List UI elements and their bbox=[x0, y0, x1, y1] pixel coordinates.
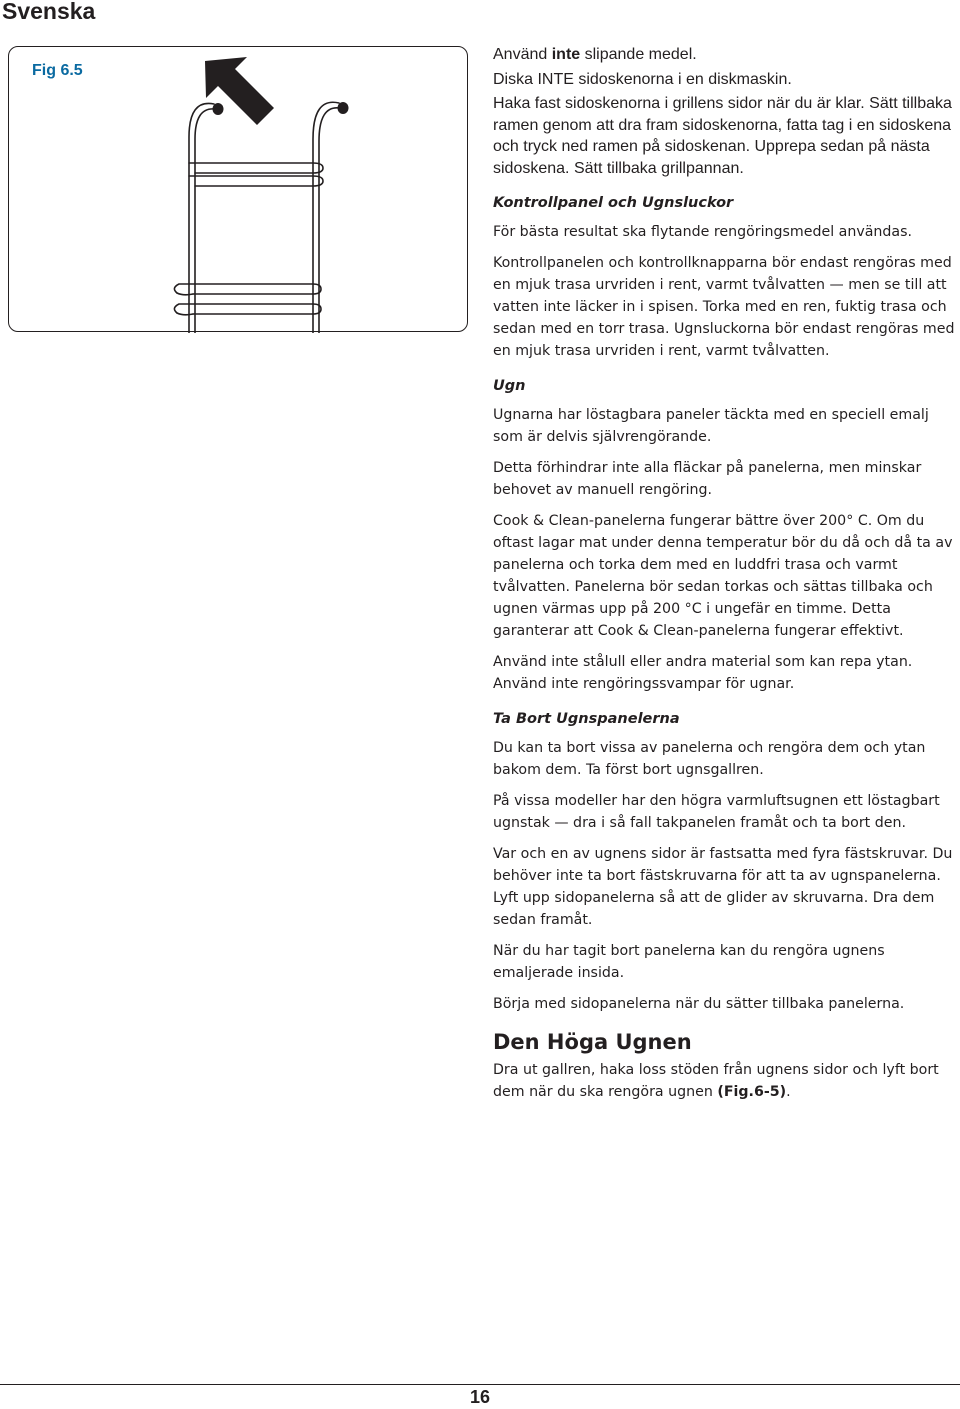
paragraph-enamel-panels: Ugnarna har löstagbara paneler täckta med en speciell emalj som är delvis självrengörande. bbox=[493, 407, 929, 445]
paragraph-high-oven: Dra ut gallren, haka loss stöden från ugnens sidor och lyft bort dem när du ska rengöra ugnen (Fig.6-5). bbox=[493, 1062, 939, 1100]
heading-control-panel: Kontrollpanel och Ugnsluckor bbox=[493, 195, 734, 211]
paragraph-enamel-inside: När du har tagit bort panelerna kan du rengöra ugnens emaljerade insida. bbox=[493, 943, 885, 981]
heading-high-oven: Den Höga Ugnen bbox=[493, 1030, 692, 1054]
language-heading: Svenska bbox=[2, 0, 96, 24]
heading-remove-panels: Ta Bort Ugnspanelerna bbox=[493, 711, 680, 727]
paragraph-control-panel-cleaning: Kontrollpanelen och kontrollknapparna bör endast rengöras med en mjuk trasa urvriden i rent, varmt tvålvatten — men se till att vatten inte läcker in i spisen. Torka med en ren, fuktig trasa och sedan med en torr trasa. Ugnsluckorna bör endast rengöras med en mjuk trasa urvriden i rent, varmt tvålvatten. bbox=[493, 255, 955, 359]
paragraph-stains: Detta förhindrar inte alla fläckar på panelerna, men minskar behovet av manuell rengöring. bbox=[493, 460, 922, 498]
paragraph-no-steel-wool: Använd inte stålull eller andra material som kan repa ytan. Använd inte rengöringssvampar för ugnar. bbox=[493, 654, 913, 692]
page-number: 16 bbox=[469, 1387, 491, 1407]
paragraph-cook-clean: Cook & Clean-panelerna fungerar bättre över 200° C. Om du oftast lagar mat under denna temperatur bör du då och då ta av panelerna och torka dem med en luddfri trasa och varmt tvålvatten. Panelerna bör sedan torkas och sättas tillbaka och ugnen värmas upp på 200 °C i ungefär en timme. Detta garanterar att Cook & Clean-panelerna fungerar effektivt. bbox=[493, 513, 953, 639]
paragraph-screws: Var och en av ugnens sidor är fastsatta med fyra fästskruvar. Du behöver inte ta bort fästskruvarna för att ta av ugnspanelerna. Lyft upp sidopanelerna så att de glider av skruvarna. Dra dem sedan framåt. bbox=[493, 846, 953, 928]
figure-label: Fig 6.5 bbox=[32, 62, 83, 79]
footer-divider bbox=[0, 1384, 960, 1385]
side-rack-illustration bbox=[9, 47, 469, 333]
paragraph-liquid-cleaner: För bästa resultat ska flytande rengöringsmedel användas. bbox=[493, 224, 913, 240]
paragraph-refit-rails: Haka fast sidoskenorna i grillens sidor när du är klar. Sätt tillbaka ramen genom att dra fram sidoskenorna, fatta tag i en sidoskena och tryck ned ramen på sidoskenan. Upprepa sedan på nästa sidoskena. Sätt tillbaka grillpannan. bbox=[493, 95, 952, 177]
figure-box bbox=[8, 46, 468, 332]
paragraph-refit-panels: Börja med sidopanelerna när du sätter tillbaka panelerna. bbox=[493, 996, 905, 1012]
paragraph-dishwasher: Diska INTE sidoskenorna i en diskmaskin. bbox=[493, 70, 792, 88]
paragraph-remove-panels: Du kan ta bort vissa av panelerna och rengöra dem och ytan bakom dem. Ta först bort ugnsgallren. bbox=[493, 740, 926, 778]
heading-oven: Ugn bbox=[493, 378, 526, 394]
paragraph-abrasive: Använd inte slipande medel. bbox=[493, 46, 697, 63]
text-column bbox=[493, 44, 955, 1112]
paragraph-oven-roof: På vissa modeller har den högra varmluftsugnen ett löstagbart ugnstak — dra i så fall takpanelen framåt och ta bort den. bbox=[493, 793, 940, 831]
